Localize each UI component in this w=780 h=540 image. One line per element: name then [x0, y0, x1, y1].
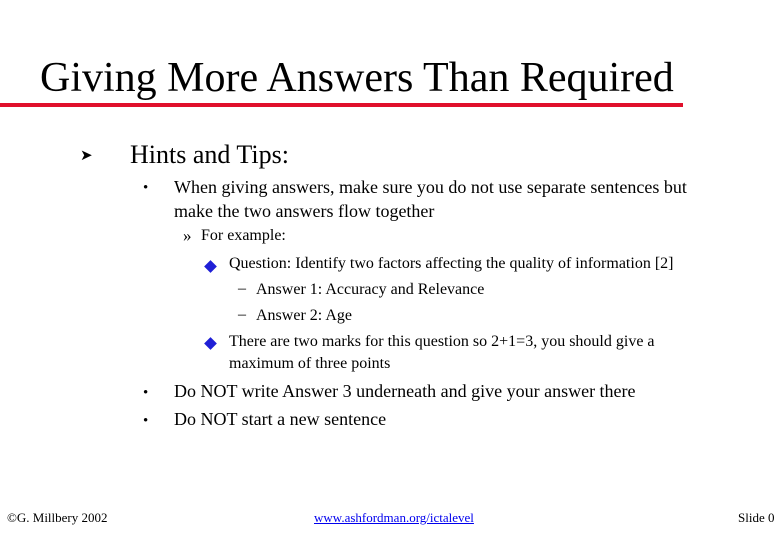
- bullet-text-1a: When giving answers, make sure you do not use separate sentences but: [174, 177, 687, 197]
- marks-text-a: There are two marks for this question so 2+1=3, you should give a: [229, 333, 655, 350]
- raquo-bullet-icon: »: [183, 226, 192, 245]
- bullet-dot-icon: •: [143, 385, 149, 401]
- bullet-dot-icon: •: [143, 413, 149, 429]
- bullet-dot-icon: •: [143, 180, 149, 196]
- arrow-bullet-icon: ➤: [80, 148, 93, 164]
- footer-copyright: ©G. Millbery 2002: [7, 510, 108, 525]
- diamond-bullet-icon: [204, 337, 217, 350]
- marks-text-b: maximum of three points: [229, 355, 391, 372]
- diamond-bullet-icon: [204, 260, 217, 273]
- slide-number: Slide 0: [738, 510, 775, 525]
- hints-heading: Hints and Tips:: [130, 140, 289, 169]
- bullet-text-3: Do NOT start a new sentence: [174, 409, 387, 429]
- slide-title: Giving More Answers Than Required: [40, 55, 674, 101]
- title-underline: [0, 103, 683, 107]
- answer-2-text: Answer 2: Age: [256, 307, 352, 324]
- example-label: For example:: [201, 227, 286, 244]
- bullet-text-1b: make the two answers flow together: [174, 201, 435, 221]
- bullet-text-2: Do NOT write Answer 3 underneath and give your answer there: [174, 381, 636, 401]
- question-text: Question: Identify two factors affecting the quality of information [2]: [229, 255, 674, 272]
- footer-website-link[interactable]: www.ashfordman.org/ictalevel: [314, 510, 474, 525]
- dash-bullet-icon: –: [238, 280, 246, 297]
- dash-bullet-icon: –: [238, 306, 246, 323]
- answer-1-text: Answer 1: Accuracy and Relevance: [256, 281, 485, 298]
